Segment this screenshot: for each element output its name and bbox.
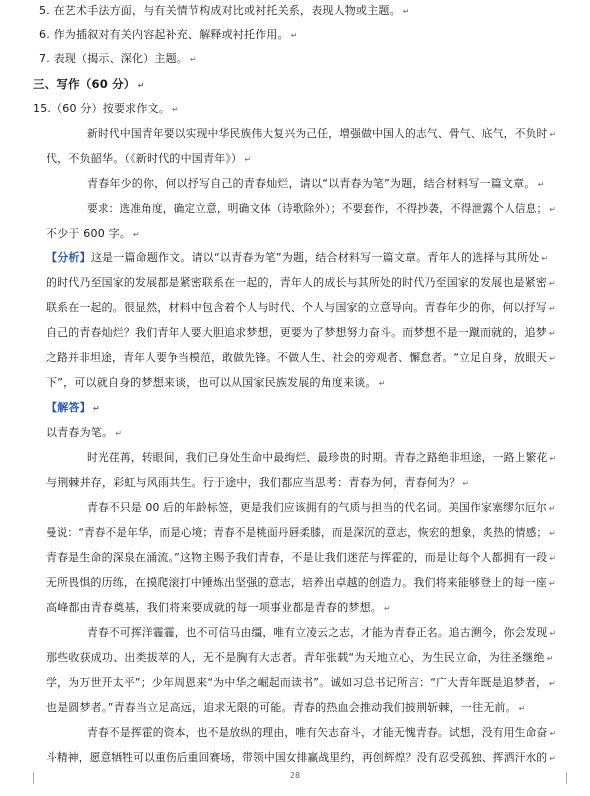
text-line-content: 学，为万世开太平”；少年周恩来“为中华之崛起而读书”。诚如习总书记所言：“广大青年既是追梦者， (46, 676, 548, 689)
paragraph-mark-icon: ↵ (548, 579, 556, 588)
text-line (87, 626, 556, 641)
text-line-content: 青春不只是 00 后的年龄标签，更是我们应该拥有的气质与担当的代名词。美国作家塞缪尔厄尔 (87, 501, 547, 514)
text-line-content: 时光荏苒，转眼间，我们已身处生命中最绚烂、最珍贵的时期。青春之路绝非坦途，一路上繁花 (87, 451, 548, 464)
paragraph-mark-icon: ↵ (244, 155, 252, 164)
paragraph-mark-icon: ↵ (548, 329, 556, 338)
text-line-content: 代，不负韶华。（《新时代的中国青年》） (46, 152, 243, 165)
text-line (46, 601, 391, 616)
paragraph-mark-icon: ↵ (549, 554, 557, 563)
text-line (46, 651, 554, 666)
paragraph-mark-icon: ↵ (518, 704, 526, 713)
text-line (46, 476, 469, 491)
text-line-content: 要求：选准角度，确定立意，明确文体（诗歌除外）；不要套作，不得抄袭，不得泄露个人信息； (87, 202, 548, 215)
paragraph-mark-icon: ↵ (549, 629, 557, 638)
paragraph-mark-icon: ↵ (548, 279, 556, 288)
text-line-content: 这是一篇命题作文。请以“以青春为笔”为题，结合材料写一篇文章。青年人的选择与其所处 (90, 251, 540, 264)
text-line (46, 326, 556, 341)
text-line (39, 52, 197, 67)
text-line-content: 自己的青春灿烂？我们青年人要大胆追求梦想，更要为了梦想努力奋斗。而梦想不是一蹴而就的，追梦 (46, 326, 547, 339)
text-line-content: 6. 作为插叙对有关内容起补充、解释或衬托作用。 (39, 28, 289, 41)
text-line-content: 不少于 600 字。 (46, 227, 131, 240)
text-line-content: 7. 表现（揭示、深化）主题。 (39, 52, 188, 65)
analysis-label: 【分析】 (46, 251, 91, 264)
paragraph-mark-icon: ↵ (548, 504, 556, 513)
paragraph-mark-icon: ↵ (290, 31, 298, 40)
text-line-content: 下”，可以就自身的梦想来谈，也可以从国家民族发展的角度来谈。 (46, 376, 377, 389)
paragraph-mark-icon: ↵ (549, 130, 557, 139)
text-line (87, 127, 556, 142)
paragraph-mark-icon: ↵ (133, 230, 140, 239)
paragraph-mark-icon: ↵ (190, 55, 197, 64)
text-line (46, 227, 140, 242)
paragraph-mark-icon: ↵ (549, 454, 557, 463)
paragraph-mark-icon: ↵ (548, 304, 556, 313)
text-line (46, 751, 556, 766)
text-line-content: 新时代中国青年要以实现中华民族伟大复兴为己任，增强做中国人的志气、骨气、底气，不负时 (87, 127, 548, 140)
text-line-content: 以青春为笔。 (46, 426, 114, 439)
text-line-content: 也是圆梦者。”青春当立足高远，追求无限的可能。青春的热血会推动我们披荆斩棘，一往无前。 (46, 701, 517, 714)
text-line (87, 202, 556, 217)
paragraph-mark-icon: ↵ (549, 729, 557, 738)
text-line-content: 三、写作（60 分） (33, 77, 136, 91)
paragraph-mark-icon: ↵ (137, 81, 145, 90)
text-line-content: 青春是生命的深泉在涌流。”这物主赐予我们青春，不是让我们迷茫与挥霍的，而是让每个人都拥有一段 (46, 551, 548, 564)
text-line-content: 那些收获成功、出类拔萃的人，无不是胸有大志者。青年张载“为天地立心，为生民立命，为往圣继绝 (46, 651, 545, 664)
text-line (46, 301, 556, 316)
paragraph-mark-icon: ↵ (549, 529, 556, 538)
text-line (46, 701, 526, 716)
paragraph-mark-icon: ↵ (378, 379, 386, 388)
text-line (46, 251, 548, 266)
text-line-content: 青春不可挥洋霾霾，也不可信马由缰，唯有立凌云之志，才能为青春正名。追古溯今，你会发现 (87, 626, 548, 639)
paragraph-mark-icon: ↵ (537, 180, 545, 189)
text-line-content: 高峰都由青春奠基，我们将来要成就的每一项事业都是青春的梦想。 (46, 601, 382, 614)
text-line (87, 726, 556, 741)
paragraph-mark-icon: ↵ (549, 679, 556, 688)
paragraph-mark-icon: ↵ (549, 354, 556, 363)
paragraph-mark-icon: ↵ (402, 7, 410, 16)
text-line (46, 351, 556, 366)
text-line (46, 526, 556, 541)
text-line-content: 青春不是挥霍的资本，也不是放纵的理由，唯有矢志奋斗，才能无愧青春。试想，没有用生命奋 (87, 726, 548, 739)
text-line-content: 与荆棘并存，彩虹与风雨共生。行于途中，我们都应当思考：青春为何，青春何为？ (46, 476, 461, 489)
paragraph-mark-icon: ↵ (92, 404, 100, 413)
text-line (46, 401, 100, 416)
text-line-content: 的时代乃至国家的发展都是紧密联系在一起的，青年人的成长与其所处的时代乃至国家的发展也是紧密 (46, 276, 547, 289)
text-line (46, 551, 556, 566)
paragraph-mark-icon: ↵ (115, 429, 123, 438)
text-line (39, 28, 298, 43)
page-corner-mark-left (33, 772, 44, 784)
text-line (46, 426, 122, 441)
text-line (46, 276, 556, 291)
text-line-content: 无所畏惧的历练，在摸爬滚打中锤炼出坚强的意志，培养出卓越的创造力。我们将来能够登上的每一座 (46, 576, 547, 589)
paragraph-mark-icon: ↵ (462, 479, 470, 488)
text-line (39, 4, 410, 19)
text-line (33, 102, 179, 117)
text-line-content: 斗精神，愿意牺牲可以重伤后重回赛场，带领中国女排赢战里约，再创辉煌？没有忍受孤独、挥洒汗水的 (46, 751, 548, 764)
paragraph-mark-icon: ↵ (549, 205, 557, 214)
paragraph-mark-icon: ↵ (384, 604, 391, 613)
text-line-content: 联系在一起的。很显然，材料中包含着个人与时代、个人与国家的立意导向。青春年少的你，何以抒写 (46, 301, 547, 314)
text-line-content: 青春年少的你，何以抒写自己的青春灿烂，请以“以青春为笔”为题，结合材料写一篇文章。 (87, 177, 536, 190)
text-line (87, 501, 556, 516)
text-line (87, 451, 556, 466)
paragraph-mark-icon: ↵ (549, 754, 556, 763)
text-line (33, 77, 144, 93)
text-line (87, 177, 545, 192)
text-line-content: 【解答】 (46, 401, 91, 414)
text-line (46, 376, 386, 391)
paragraph-mark-icon: ↵ (541, 254, 549, 263)
text-line-content: 5. 在艺术手法方面，与有关情节构成对比或衬托关系，表现人物或主题。 (39, 4, 401, 17)
text-line (46, 576, 556, 591)
paragraph-mark-icon: ↵ (546, 654, 554, 663)
text-line (46, 152, 251, 167)
page-number: 28 (289, 771, 301, 780)
text-line-content: 之路并非坦途，青年人要争当模范，敢做先锋。不做人生、社会的旁观者、懈怠者。“立足自身，放眼天 (46, 351, 548, 364)
text-line-content: 曼说：“青春不是年华，而是心境；青春不是桃面丹唇柔膝，而是深沉的意志，恢宏的想象，炙热的情感； (46, 526, 548, 539)
text-line (46, 676, 556, 691)
page-corner-mark-right (556, 772, 567, 784)
text-line-content: 15.（60 分）按要求作文。 (33, 102, 170, 115)
paragraph-mark-icon: ↵ (172, 105, 179, 114)
